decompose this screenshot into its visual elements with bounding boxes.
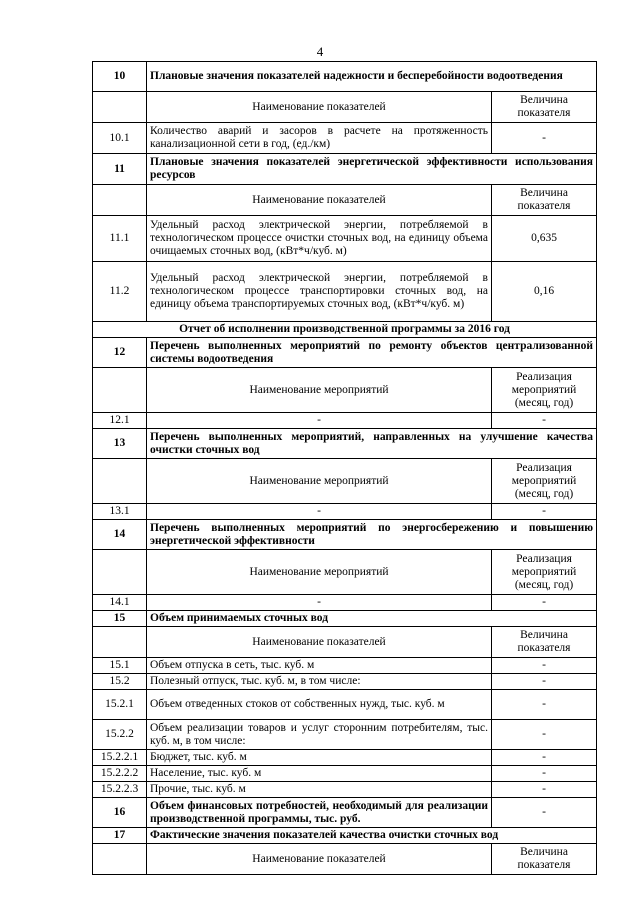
column-header-name: Наименование показателей: [147, 92, 492, 123]
row-text: Объем отпуска в сеть, тыс. куб. м: [147, 658, 492, 674]
row-number: 11.2: [93, 262, 147, 322]
section-row-14: [93, 520, 597, 550]
empty-cell: [93, 459, 147, 504]
column-header-realization: Реализация мероприятий (месяц, год): [492, 459, 597, 504]
column-header-value: Величина показателя: [492, 627, 597, 658]
column-header-name: Наименование показателей: [147, 627, 492, 658]
row-value: -: [492, 674, 597, 690]
table-row: [93, 262, 597, 322]
section-title: Объем принимаемых сточных вод: [147, 611, 597, 627]
row-number: 11.1: [93, 216, 147, 262]
row-value: 0,635: [492, 216, 597, 262]
row-value: -: [492, 504, 597, 520]
program-table: [92, 61, 597, 875]
table-row: [93, 413, 597, 429]
row-text: Объем отведенных стоков от собственных нужд, тыс. куб. м: [147, 690, 492, 720]
row-number: 15.2.2: [93, 720, 147, 750]
report-title: Отчет об исполнении производственной программы за 2016 год: [93, 322, 597, 338]
section-title: Фактические значения показателей качества очистки сточных вод: [147, 828, 597, 844]
row-value: -: [492, 720, 597, 750]
row-number: 15.1: [93, 658, 147, 674]
row-text: Объем реализации товаров и услуг сторонним потребителям, тыс. куб. м, в том числе:: [147, 720, 492, 750]
section-row-16: [93, 798, 597, 828]
row-number: 10.1: [93, 123, 147, 154]
column-header-name: Наименование показателей: [147, 185, 492, 216]
section-title: Плановые значения показателей надежности и бесперебойности водоотведения: [147, 62, 597, 92]
row-number: 12.1: [93, 413, 147, 429]
section-title: Плановые значения показателей энергетической эффективности использования ресурсов: [147, 154, 597, 185]
row-text: -: [147, 504, 492, 520]
section-row-11: [93, 154, 597, 185]
header-row: [93, 92, 597, 123]
header-row: [93, 185, 597, 216]
row-value: -: [492, 782, 597, 798]
section-title: Перечень выполненных мероприятий по ремонту объектов централизованной системы водоотведения: [147, 338, 597, 368]
header-row: [93, 627, 597, 658]
row-number: 14.1: [93, 595, 147, 611]
table-row: [93, 658, 597, 674]
row-number: 15.2.2.1: [93, 750, 147, 766]
row-text: Прочие, тыс. куб. м: [147, 782, 492, 798]
table-row: [93, 782, 597, 798]
section-title: Перечень выполненных мероприятий, направленных на улучшение качества очистки сточных вод: [147, 429, 597, 459]
row-number: 13.1: [93, 504, 147, 520]
empty-cell: [93, 92, 147, 123]
row-value: -: [492, 766, 597, 782]
section-row-15: [93, 611, 597, 627]
table-row: [93, 123, 597, 154]
section-row-17: [93, 828, 597, 844]
row-number: 13: [93, 429, 147, 459]
column-header-realization: Реализация мероприятий (месяц, год): [492, 368, 597, 413]
column-header-name: Наименование мероприятий: [147, 459, 492, 504]
table-row: [93, 690, 597, 720]
row-number: 16: [93, 798, 147, 828]
row-value: -: [492, 750, 597, 766]
column-header-value: Величина показателя: [492, 185, 597, 216]
row-number: 10: [93, 62, 147, 92]
column-header-realization: Реализация мероприятий (месяц, год): [492, 550, 597, 595]
row-text: -: [147, 413, 492, 429]
row-value: 0,16: [492, 262, 597, 322]
row-value: -: [492, 798, 597, 828]
row-text: Количество аварий и засоров в расчете на протяженность канализационной сети в год, (ед./км): [147, 123, 492, 154]
page-number: 4: [316, 44, 324, 59]
row-value: -: [492, 595, 597, 611]
section-title: Объем финансовых потребностей, необходимый для реализации производственной программы, тыс. руб.: [147, 798, 492, 828]
row-number: 15.2: [93, 674, 147, 690]
row-number: 15.2.2.2: [93, 766, 147, 782]
header-row: [93, 550, 597, 595]
row-text: Удельный расход электрической энергии, потребляемой в технологическом процессе очистки сточных вод, на единицу объема очищаемых сточных вод, (кВт*ч/куб. м): [147, 216, 492, 262]
row-number: 15: [93, 611, 147, 627]
column-header-name: Наименование мероприятий: [147, 550, 492, 595]
table-row: [93, 720, 597, 750]
table-row: [93, 216, 597, 262]
row-value: -: [492, 690, 597, 720]
empty-cell: [93, 844, 147, 875]
row-text: Население, тыс. куб. м: [147, 766, 492, 782]
table-row: [93, 750, 597, 766]
row-value: -: [492, 123, 597, 154]
row-text: Бюджет, тыс. куб. м: [147, 750, 492, 766]
column-header-value: Величина показателя: [492, 844, 597, 875]
row-value: -: [492, 658, 597, 674]
row-number: 14: [93, 520, 147, 550]
header-row: [93, 368, 597, 413]
section-row-12: [93, 338, 597, 368]
column-header-name: Наименование мероприятий: [147, 368, 492, 413]
table-row: [93, 674, 597, 690]
row-text: -: [147, 595, 492, 611]
table-row: [93, 595, 597, 611]
empty-cell: [93, 550, 147, 595]
row-number: 15.2.1: [93, 690, 147, 720]
table-row: [93, 766, 597, 782]
section-title: Перечень выполненных мероприятий по энергосбережению и повышению энергетической эффективности: [147, 520, 597, 550]
row-number: 15.2.2.3: [93, 782, 147, 798]
row-text: Удельный расход электрической энергии, потребляемой в технологическом процессе транспортировки сточных вод, на единицу объема транспортируемых сточных вод, (кВт*ч/куб. м): [147, 262, 492, 322]
column-header-name: Наименование показателей: [147, 844, 492, 875]
report-row: [93, 322, 597, 338]
header-row: [93, 844, 597, 875]
column-header-value: Величина показателя: [492, 92, 597, 123]
row-text: Полезный отпуск, тыс. куб. м, в том числе:: [147, 674, 492, 690]
table-row: [93, 504, 597, 520]
empty-cell: [93, 368, 147, 413]
row-number: 12: [93, 338, 147, 368]
row-number: 17: [93, 828, 147, 844]
section-row-10: [93, 62, 597, 92]
row-value: -: [492, 413, 597, 429]
header-row: [93, 459, 597, 504]
empty-cell: [93, 627, 147, 658]
section-row-13: [93, 429, 597, 459]
row-number: 11: [93, 154, 147, 185]
empty-cell: [93, 185, 147, 216]
